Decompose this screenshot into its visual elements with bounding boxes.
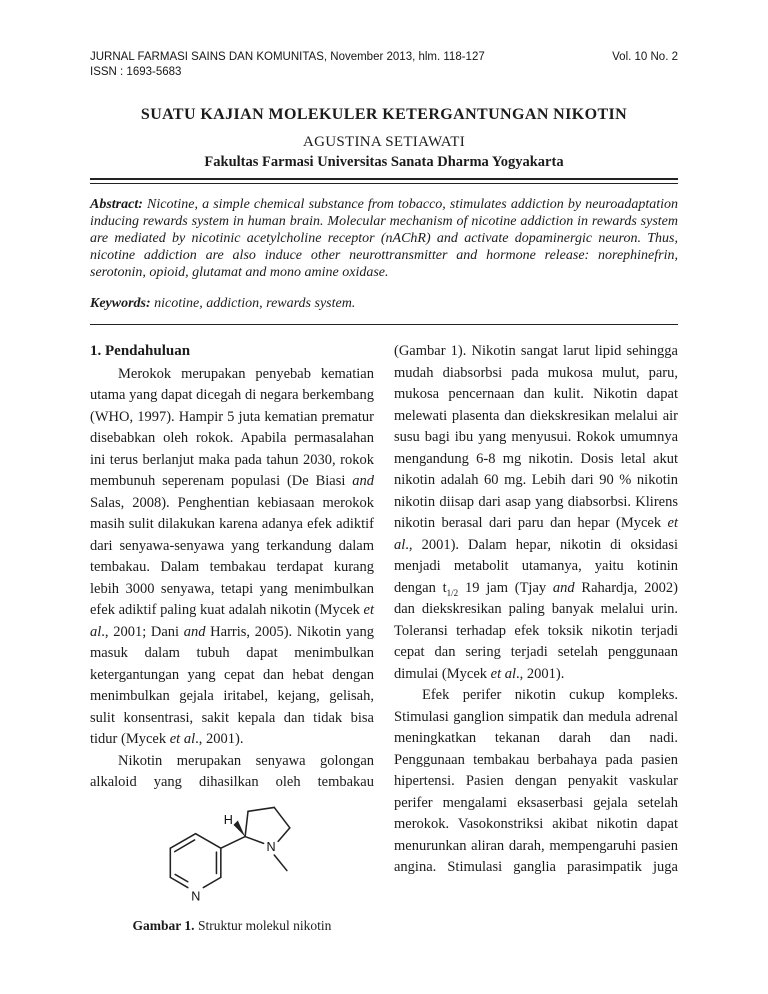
abstract-label: Abstract: xyxy=(90,197,143,212)
keywords-label: Keywords: xyxy=(90,296,151,311)
pyrrolidine-nitrogen-label: N xyxy=(266,839,276,854)
paper-title: SUATU KAJIAN MOLEKULER KETERGANTUNGAN NIKOTIN xyxy=(140,106,628,123)
paper-author: AGUSTINA SETIAWATI xyxy=(302,134,466,150)
figure-caption-text: Struktur molekul nikotin xyxy=(197,918,332,933)
keywords-text: nicotine, addiction, rewards system. xyxy=(154,296,356,311)
left-column xyxy=(90,341,374,934)
body-paragraph: Merokok merupakan penyebab kematian utama yang dapat dicegah di negara berkembang (WHO, 1997). Hampir 5 juta kematian prematur disebabkan oleh rokok. Apabila permasalahan ini terus berlanjut maka pada tahun 2030, rokok membunuh seperenam populasi (De Biasi and Salas, 2008). Penghentian kebiasaan merokok masih sulit dilakukan karena adanya efek adiktif dari senyawa-senyawa yang terkandung dalam tembakau. Dalam tembakau terdapat kurang lebih 3000 senyawa, tetapi yang menimbulkan efek adiktif paling kuat adalah nikotin (Mycek et al., 2001; Dani and Harris, 2005). Nikotin yang masuk dalam tubuh dapat menimbulkan ketergantungan yang cepat dan hebat dengan menimbulkan gejala iritabel, kejang, gelisah, sulit konsentrasi, sakit kepala dan tidak bisa tidur (Mycek et al., 2001). xyxy=(90,365,375,747)
wedge-bond xyxy=(233,820,245,836)
journal-header-left xyxy=(90,50,485,80)
nicotine-structure-diagram xyxy=(147,804,317,908)
body-paragraph: Efek perifer nikotin cukup kompleks. Stimulasi ganglion simpatik dan medula adrenal meningkatkan tekanan darah dan nadi. Penggunaan tembakau berbahaya pada pasien hipertensi. Pasien dengan penyakit vaskular perifer mengalami eksaserbasi gejala setelah merokok. Vasokonstriksi akibat nikotin dapat menurunkan aliran darah, mempengaruhi pasien angina. Stimulasi ganglia parasimpatik juga xyxy=(394,687,678,875)
stereo-hydrogen-label: H xyxy=(223,812,233,827)
journal-line: JURNAL FARMASI SAINS DAN KOMUNITAS, November 2013, hlm. 118-127 xyxy=(90,51,485,63)
body-paragraph: (Gambar 1). Nikotin sangat larut lipid sehingga mudah diabsorbsi pada mukosa mulut, paru, mukosa pencernaan dan kulit. Nikotin dapat melewati plasenta dan diekskresikan melalui air susu bagi ibu yang menyusui. Rokok umumnya mengandung 6-8 mg nikotin. Dosis letal akut nikotin adalah 60 mg. Lebih dari 90 % nikotin nikotin diisap dari asap yang diabsorbsi. Klirens nikotin berasal dari paru dan hepar (Mycek et al., 2001). Dalam hepar, nikotin di oksidasi menjadi metabolit utamanya, yaitu kotinin dengan $t_{1/2}$ 19 jam (Tjay and Rahardja, 2002) dan diekskresikan paling banyak melalui urin. Toleransi terhadap efek toksik nikotin terjadi cepat dan sering terjadi setelah penggunaan dimulai (Mycek et al., 2001). xyxy=(394,343,678,682)
issn-line: ISSN : 1693-5683 xyxy=(90,66,182,78)
double-rule-divider xyxy=(90,178,678,184)
body-paragraph: Nikotin merupakan senyawa golongan alkaloid yang dihasilkan oleh tembakau xyxy=(90,752,374,790)
figure-caption-label: Gambar 1. xyxy=(132,918,195,933)
right-column xyxy=(394,341,678,934)
volume-number: Vol. 10 No. 2 xyxy=(612,51,678,63)
pyridine-nitrogen-label: N xyxy=(191,889,201,904)
paper-affiliation: Fakultas Farmasi Universitas Sanata Dharma Yogyakarta xyxy=(204,154,564,170)
section-heading: 1. Pendahuluan xyxy=(90,343,191,359)
abstract-paragraph xyxy=(90,196,678,281)
keywords-line xyxy=(90,295,678,312)
nicotine-structure-figure xyxy=(90,804,374,935)
two-column-body xyxy=(90,341,678,934)
abstract-text: Nicotine, a simple chemical substance from tobacco, stimulates addiction by neuroadaptation inducing rewards system in human brain. Molecular mechanism of nicotine addiction in rewards system are mediated by nicotinic acetylcholine receptor (nAChR) and activate dopaminergic neuron. Thus, nicotine addiction are also induce other neurottransmitter and hormone release: norephinefrin, serotonin, opioid, glutamat and mono amine oxidase. xyxy=(90,197,679,280)
figure-caption xyxy=(90,917,374,934)
single-rule-divider xyxy=(90,324,678,325)
journal-header xyxy=(90,50,678,80)
